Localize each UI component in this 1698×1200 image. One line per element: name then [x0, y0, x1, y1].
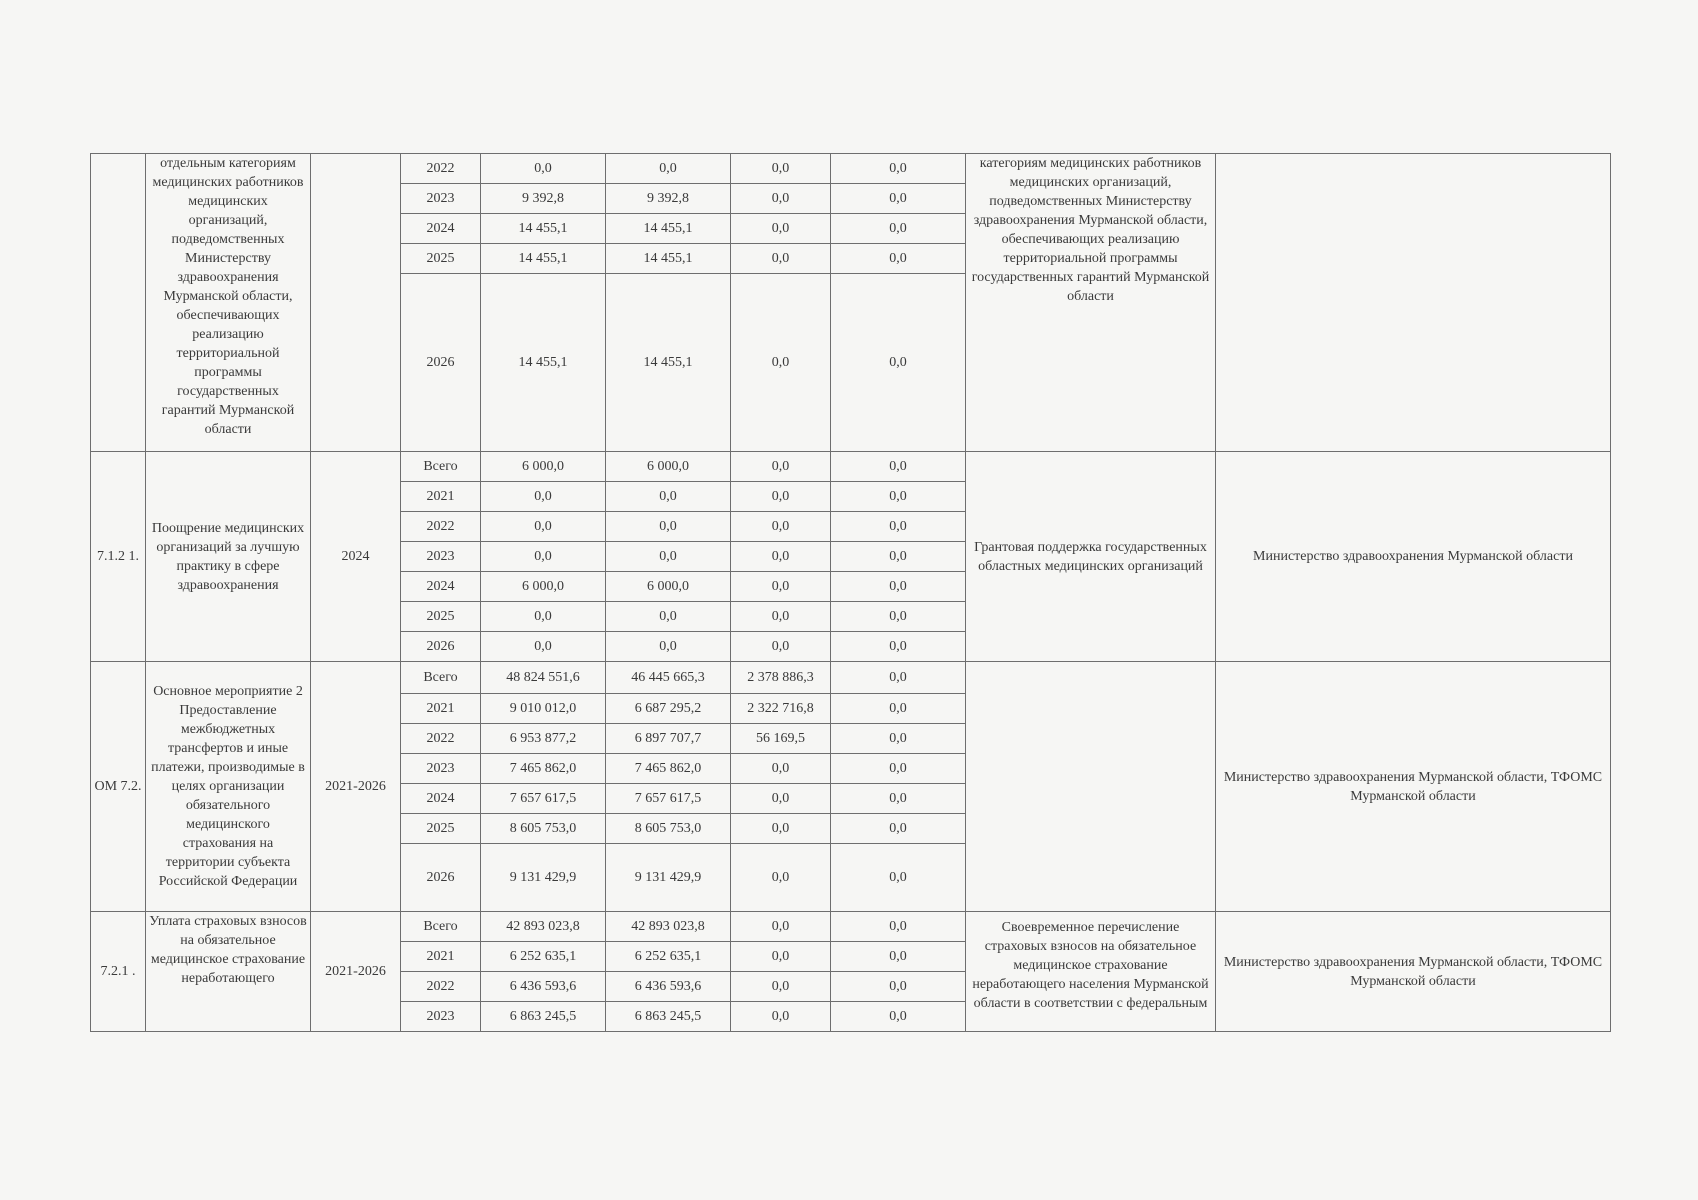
federal-budget-cell: 0,0 [731, 244, 831, 274]
year-cell: 2023 [401, 542, 481, 572]
federal-budget-cell: 0,0 [731, 572, 831, 602]
year-cell: 2023 [401, 184, 481, 214]
event-name-cell: отдельным категориям медицинских работников медицинских организаций, подведомственных Министерству здравоохранения Мурманской области, обеспечивающих реализацию территориальной программы государственных гарантий Мурманской области [146, 154, 311, 452]
other-sources-cell: 0,0 [831, 452, 966, 482]
federal-budget-cell: 2 378 886,3 [731, 662, 831, 694]
regional-budget-cell: 9 392,8 [606, 184, 731, 214]
row-code-cell [91, 154, 146, 452]
federal-budget-cell: 0,0 [731, 942, 831, 972]
regional-budget-cell: 0,0 [606, 602, 731, 632]
year-cell: 2024 [401, 784, 481, 814]
regional-budget-cell: 7 657 617,5 [606, 784, 731, 814]
period-cell: 2021-2026 [311, 662, 401, 912]
federal-budget-cell: 0,0 [731, 214, 831, 244]
row-code-cell: ОМ 7.2. [91, 662, 146, 912]
expected-result-cell: Своевременное перечисление страховых взносов на обязательное медицинское страхование неработающего населения Мурманской области в соответствии с федеральным [966, 912, 1216, 1032]
executor-cell: Министерство здравоохранения Мурманской области, ТФОМС Мурманской области [1216, 662, 1611, 912]
regional-budget-cell: 6 863 245,5 [606, 1002, 731, 1032]
total-amount-cell: 0,0 [481, 482, 606, 512]
total-amount-cell: 14 455,1 [481, 244, 606, 274]
federal-budget-cell: 0,0 [731, 1002, 831, 1032]
federal-budget-cell: 0,0 [731, 542, 831, 572]
total-amount-cell: 0,0 [481, 602, 606, 632]
expected-result-cell: категориям медицинских работников медицинских организаций, подведомственных Министерству здравоохранения Мурманской области, обеспечивающих реализацию территориальной программы государственных гарантий Мурманской области [966, 154, 1216, 452]
total-amount-cell: 6 000,0 [481, 572, 606, 602]
table-row [91, 662, 1611, 694]
year-cell: 2026 [401, 844, 481, 912]
other-sources-cell: 0,0 [831, 632, 966, 662]
total-amount-cell: 6 863 245,5 [481, 1002, 606, 1032]
federal-budget-cell: 56 169,5 [731, 724, 831, 754]
other-sources-cell: 0,0 [831, 184, 966, 214]
year-cell: Всего [401, 912, 481, 942]
year-cell: 2022 [401, 512, 481, 542]
year-cell: 2026 [401, 632, 481, 662]
federal-budget-cell: 0,0 [731, 912, 831, 942]
federal-budget-cell: 0,0 [731, 754, 831, 784]
regional-budget-cell: 0,0 [606, 632, 731, 662]
regional-budget-cell: 7 465 862,0 [606, 754, 731, 784]
other-sources-cell: 0,0 [831, 784, 966, 814]
regional-budget-cell: 14 455,1 [606, 214, 731, 244]
federal-budget-cell: 0,0 [731, 844, 831, 912]
regional-budget-cell: 6 000,0 [606, 452, 731, 482]
federal-budget-cell: 0,0 [731, 184, 831, 214]
year-cell: 2022 [401, 972, 481, 1002]
other-sources-cell: 0,0 [831, 482, 966, 512]
regional-budget-cell: 8 605 753,0 [606, 814, 731, 844]
event-name-cell: Уплата страховых взносов на обязательное медицинское страхование неработающего [146, 912, 311, 1032]
row-code-cell: 7.2.1 . [91, 912, 146, 1032]
year-cell: 2022 [401, 154, 481, 184]
year-cell: 2024 [401, 572, 481, 602]
executor-cell [1216, 154, 1611, 452]
regional-budget-cell: 14 455,1 [606, 274, 731, 452]
year-cell: 2025 [401, 602, 481, 632]
total-amount-cell: 7 657 617,5 [481, 784, 606, 814]
regional-budget-cell: 6 436 593,6 [606, 972, 731, 1002]
period-cell: 2024 [311, 452, 401, 662]
regional-budget-cell: 0,0 [606, 542, 731, 572]
executor-cell: Министерство здравоохранения Мурманской области [1216, 452, 1611, 662]
expected-result-cell [966, 662, 1216, 912]
table-row [91, 452, 1611, 482]
total-amount-cell: 14 455,1 [481, 214, 606, 244]
regional-budget-cell: 0,0 [606, 512, 731, 542]
other-sources-cell: 0,0 [831, 244, 966, 274]
total-amount-cell: 6 252 635,1 [481, 942, 606, 972]
year-cell: 2021 [401, 694, 481, 724]
event-name-cell: Поощрение медицинских организаций за лучшую практику в сфере здравоохранения [146, 452, 311, 662]
other-sources-cell: 0,0 [831, 274, 966, 452]
total-amount-cell: 9 392,8 [481, 184, 606, 214]
total-amount-cell: 8 605 753,0 [481, 814, 606, 844]
other-sources-cell: 0,0 [831, 512, 966, 542]
total-amount-cell: 6 953 877,2 [481, 724, 606, 754]
other-sources-cell: 0,0 [831, 724, 966, 754]
federal-budget-cell: 0,0 [731, 274, 831, 452]
regional-budget-cell: 6 687 295,2 [606, 694, 731, 724]
total-amount-cell: 6 000,0 [481, 452, 606, 482]
year-cell: 2026 [401, 274, 481, 452]
total-amount-cell: 7 465 862,0 [481, 754, 606, 784]
other-sources-cell: 0,0 [831, 814, 966, 844]
federal-budget-cell: 0,0 [731, 602, 831, 632]
federal-budget-cell: 2 322 716,8 [731, 694, 831, 724]
total-amount-cell: 9 010 012,0 [481, 694, 606, 724]
year-cell: 2025 [401, 244, 481, 274]
program-budget-table [90, 153, 1611, 1032]
other-sources-cell: 0,0 [831, 694, 966, 724]
table-row [91, 912, 1611, 942]
year-cell: Всего [401, 452, 481, 482]
total-amount-cell: 0,0 [481, 154, 606, 184]
other-sources-cell: 0,0 [831, 602, 966, 632]
other-sources-cell: 0,0 [831, 972, 966, 1002]
table-row [91, 154, 1611, 184]
year-cell: 2024 [401, 214, 481, 244]
year-cell: 2021 [401, 942, 481, 972]
federal-budget-cell: 0,0 [731, 814, 831, 844]
other-sources-cell: 0,0 [831, 942, 966, 972]
other-sources-cell: 0,0 [831, 754, 966, 784]
total-amount-cell: 0,0 [481, 512, 606, 542]
total-amount-cell: 42 893 023,8 [481, 912, 606, 942]
regional-budget-cell: 46 445 665,3 [606, 662, 731, 694]
federal-budget-cell: 0,0 [731, 512, 831, 542]
regional-budget-cell: 9 131 429,9 [606, 844, 731, 912]
year-cell: 2022 [401, 724, 481, 754]
other-sources-cell: 0,0 [831, 542, 966, 572]
row-code-cell: 7.1.2 1. [91, 452, 146, 662]
other-sources-cell: 0,0 [831, 662, 966, 694]
year-cell: 2023 [401, 1002, 481, 1032]
regional-budget-cell: 6 897 707,7 [606, 724, 731, 754]
federal-budget-cell: 0,0 [731, 632, 831, 662]
other-sources-cell: 0,0 [831, 912, 966, 942]
period-cell: 2021-2026 [311, 912, 401, 1032]
regional-budget-cell: 0,0 [606, 482, 731, 512]
federal-budget-cell: 0,0 [731, 452, 831, 482]
other-sources-cell: 0,0 [831, 844, 966, 912]
total-amount-cell: 0,0 [481, 542, 606, 572]
regional-budget-cell: 42 893 023,8 [606, 912, 731, 942]
federal-budget-cell: 0,0 [731, 154, 831, 184]
year-cell: 2023 [401, 754, 481, 784]
regional-budget-cell: 6 252 635,1 [606, 942, 731, 972]
executor-cell: Министерство здравоохранения Мурманской области, ТФОМС Мурманской области [1216, 912, 1611, 1032]
federal-budget-cell: 0,0 [731, 784, 831, 814]
total-amount-cell: 48 824 551,6 [481, 662, 606, 694]
regional-budget-cell: 0,0 [606, 154, 731, 184]
event-name-cell: Основное мероприятие 2 Предоставление межбюджетных трансфертов и иные платежи, производимые в целях организации обязательного медицинского страхования на территории субъекта Российской Федерации [146, 662, 311, 912]
year-cell: Всего [401, 662, 481, 694]
expected-result-cell: Грантовая поддержка государственных областных медицинских организаций [966, 452, 1216, 662]
other-sources-cell: 0,0 [831, 214, 966, 244]
total-amount-cell: 14 455,1 [481, 274, 606, 452]
regional-budget-cell: 14 455,1 [606, 244, 731, 274]
regional-budget-cell: 6 000,0 [606, 572, 731, 602]
federal-budget-cell: 0,0 [731, 972, 831, 1002]
federal-budget-cell: 0,0 [731, 482, 831, 512]
other-sources-cell: 0,0 [831, 572, 966, 602]
total-amount-cell: 0,0 [481, 632, 606, 662]
other-sources-cell: 0,0 [831, 1002, 966, 1032]
total-amount-cell: 6 436 593,6 [481, 972, 606, 1002]
year-cell: 2021 [401, 482, 481, 512]
year-cell: 2025 [401, 814, 481, 844]
period-cell [311, 154, 401, 452]
other-sources-cell: 0,0 [831, 154, 966, 184]
total-amount-cell: 9 131 429,9 [481, 844, 606, 912]
